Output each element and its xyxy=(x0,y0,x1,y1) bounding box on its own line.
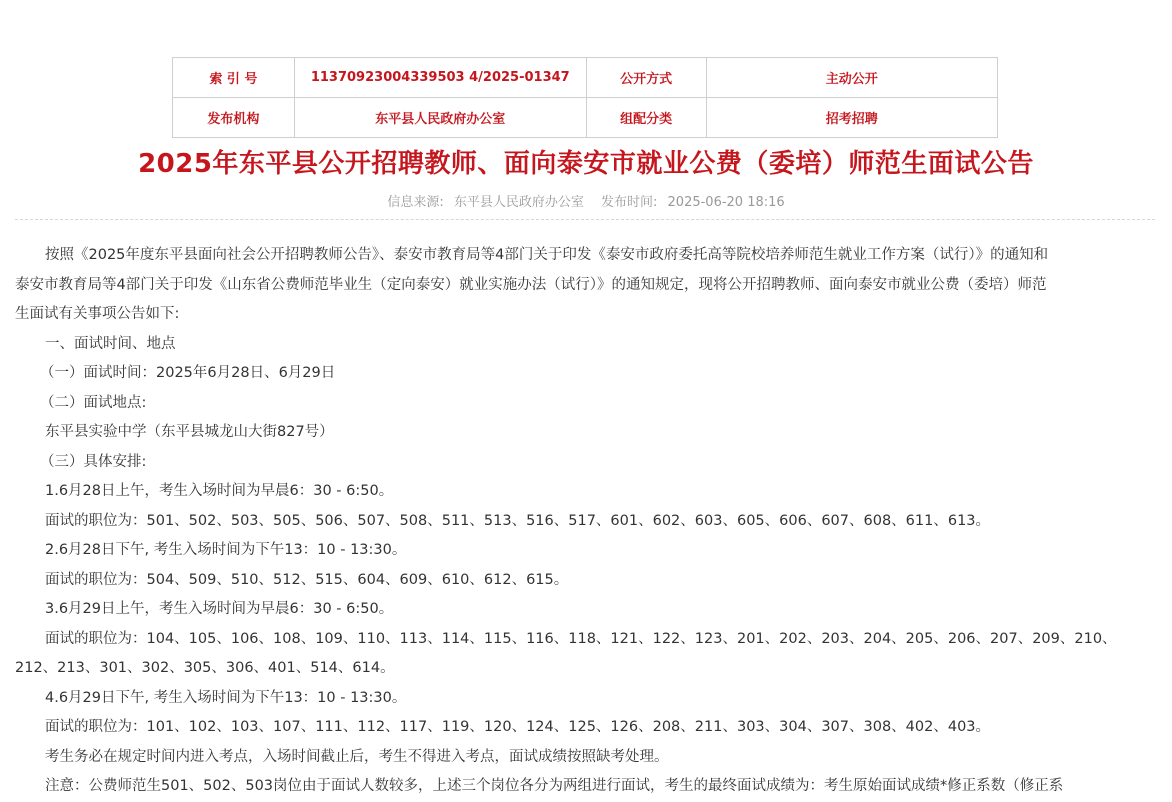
notice-text: 考生务必在规定时间内进入考点，入场时间截止后，考生不得进入考点，面试成绩按照缺考处理。 xyxy=(45,748,669,765)
position-list: 面试的职位为：104、105、106、108、109、110、113、114、115、116、118、121、122、123、201、202、203、204、205、206、207、209、210、 xyxy=(45,630,1117,647)
page-title: 2025年东平县公开招聘教师、面向泰安市就业公费（委培）师范生面试公告 xyxy=(138,149,1034,179)
intro-line: 生面试有关事项公告如下: xyxy=(15,306,180,322)
publish-mode-label: 公开方式 xyxy=(586,58,706,98)
sub-heading: （一）面试时间：2025年6月28日、6月29日 xyxy=(40,365,336,381)
intro-line: 泰安市教育局等4部门关于印发《山东省公费师范毕业生（定向泰安）就业实施办法（试行）》的通知规定，现将公开招聘教师、面向泰安市就业公费（委培）师范 xyxy=(15,276,1047,293)
time-label: 发布时间: xyxy=(601,195,658,210)
schedule-slot: 2.6月28日下午, 考生入场时间为下午13：10 - 13:30。 xyxy=(45,542,407,558)
meta-row xyxy=(173,98,998,138)
position-list: 面试的职位为：501、502、503、505、506、507、508、511、513、516、517、601、602、603、605、606、607、608、611、613。 xyxy=(45,512,991,529)
source-line xyxy=(0,191,1172,210)
section-heading: 一、面试时间、地点 xyxy=(45,335,176,352)
category-label: 组配分类 xyxy=(586,98,706,138)
index-label: 索 引 号 xyxy=(173,58,295,98)
sub-heading: （三）具体安排: xyxy=(40,453,147,470)
intro-line: 按照《2025年度东平县面向社会公开招聘教师公告》、泰安市教育局等4部门关于印发《泰安市政府委托高等院校培养师范生就业工作方案（试行）》的通知和 xyxy=(45,247,1049,263)
publisher-label: 发布机构 xyxy=(173,98,295,138)
source-value: 东平县人民政府办公室 xyxy=(453,195,584,210)
note-text: 注意：公费师范生501、502、503岗位由于面试人数较多，上述三个岗位各分为两组进行面试，考生的最终面试成绩为：考生原始面试成绩*修正系数（修正系 xyxy=(45,778,1064,794)
category-value: 招考招聘 xyxy=(706,98,997,138)
schedule-slot: 1.6月28日上午，考生入场时间为早晨6：30 - 6:50。 xyxy=(45,483,394,499)
position-list: 面试的职位为：504、509、510、512、515、604、609、610、612、615。 xyxy=(45,571,569,588)
publish-mode-value: 主动公开 xyxy=(706,58,997,98)
location-text: 东平县实验中学（东平县城龙山大街827号） xyxy=(45,424,334,440)
schedule-slot: 4.6月29日下午, 考生入场时间为下午13：10 - 13:30。 xyxy=(45,689,407,706)
publisher-value: 东平县人民政府办公室 xyxy=(294,98,586,138)
position-list: 212、213、301、302、305、306、401、514、614。 xyxy=(15,660,395,676)
article-body xyxy=(15,241,1155,802)
schedule-slot: 3.6月29日上午，考生入场时间为早晨6：30 - 6:50。 xyxy=(45,601,394,617)
time-value: 2025-06-20 18:16 xyxy=(667,195,785,210)
sub-heading: （二）面试地点: xyxy=(40,394,147,411)
document-meta-table xyxy=(172,57,998,138)
source-label: 信息来源: xyxy=(387,195,444,210)
meta-row xyxy=(173,58,998,98)
index-value: 11370923004339503 4/2025-01347 xyxy=(294,58,586,98)
position-list: 面试的职位为：101、102、103、107、111、112、117、119、120、124、125、126、208、211、303、304、307、308、402、403。 xyxy=(45,719,991,735)
divider xyxy=(15,219,1155,220)
